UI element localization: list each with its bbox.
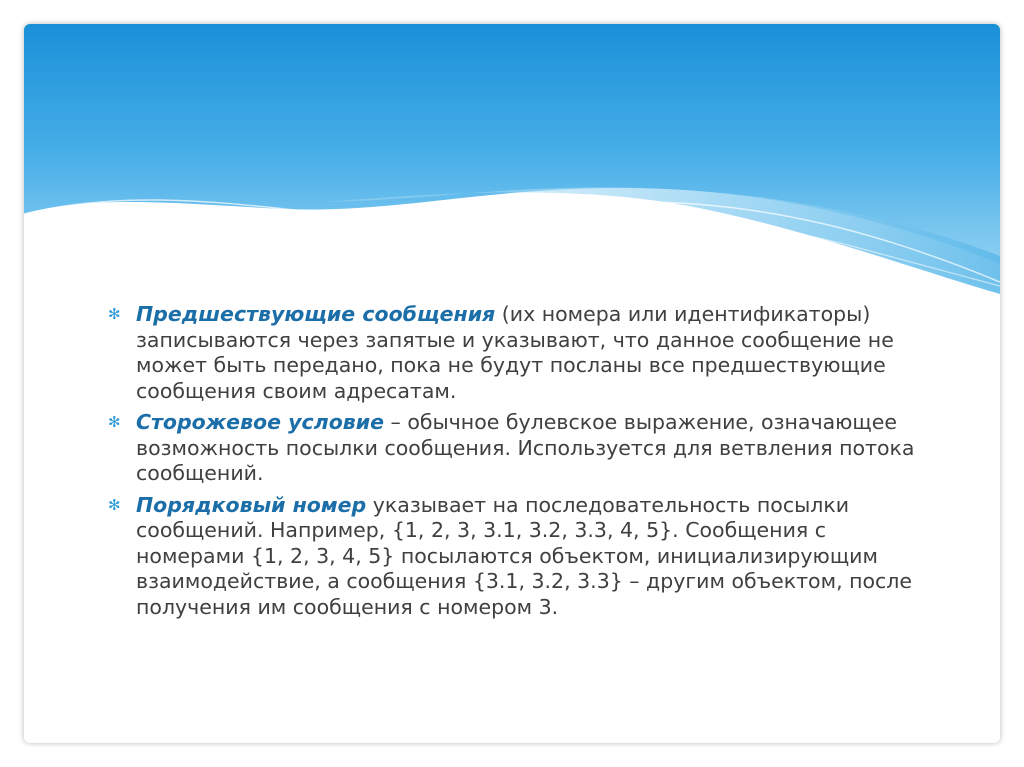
asterisk-icon: ✻ xyxy=(108,305,121,323)
bullet-term: Порядковый номер xyxy=(136,492,367,517)
asterisk-icon: ✻ xyxy=(108,495,121,514)
bullet-item xyxy=(108,302,928,404)
asterisk-icon: ✻ xyxy=(108,413,121,431)
bullet-text: – обычное булевское выражение, означающее возможность посылки сообщения. Используется для ветвления потока сообщений. xyxy=(136,410,915,485)
bullet-term: Сторожевое условие xyxy=(136,410,385,434)
bullet-term: Предшествующие сообщения xyxy=(136,302,496,326)
bullet-item xyxy=(108,493,928,621)
wave-banner xyxy=(24,24,1000,324)
bullet-list xyxy=(108,302,928,620)
slide xyxy=(24,24,1000,743)
content-area xyxy=(108,302,928,626)
bullet-text: указывает на последовательность посылки сообщений. Например, {1, 2, 3, 3.1, 3.2, 3.3, 4, 5}. Сообщения с номерами {1, 2, 3, 4, 5} посылаются объектом, инициализирующим взаимодействие, а сообщения {3.1, 3.2, 3.3} – другим объектом, после получения им сообщения с номером 3. xyxy=(136,492,913,619)
bullet-text: (их номера или идентификаторы) записываются через запятые и указывают, что данное сообщение не может быть передано, пока не будут посланы все предшествующие сообщения своим адресатам. xyxy=(136,302,894,403)
bullet-item xyxy=(108,410,928,487)
